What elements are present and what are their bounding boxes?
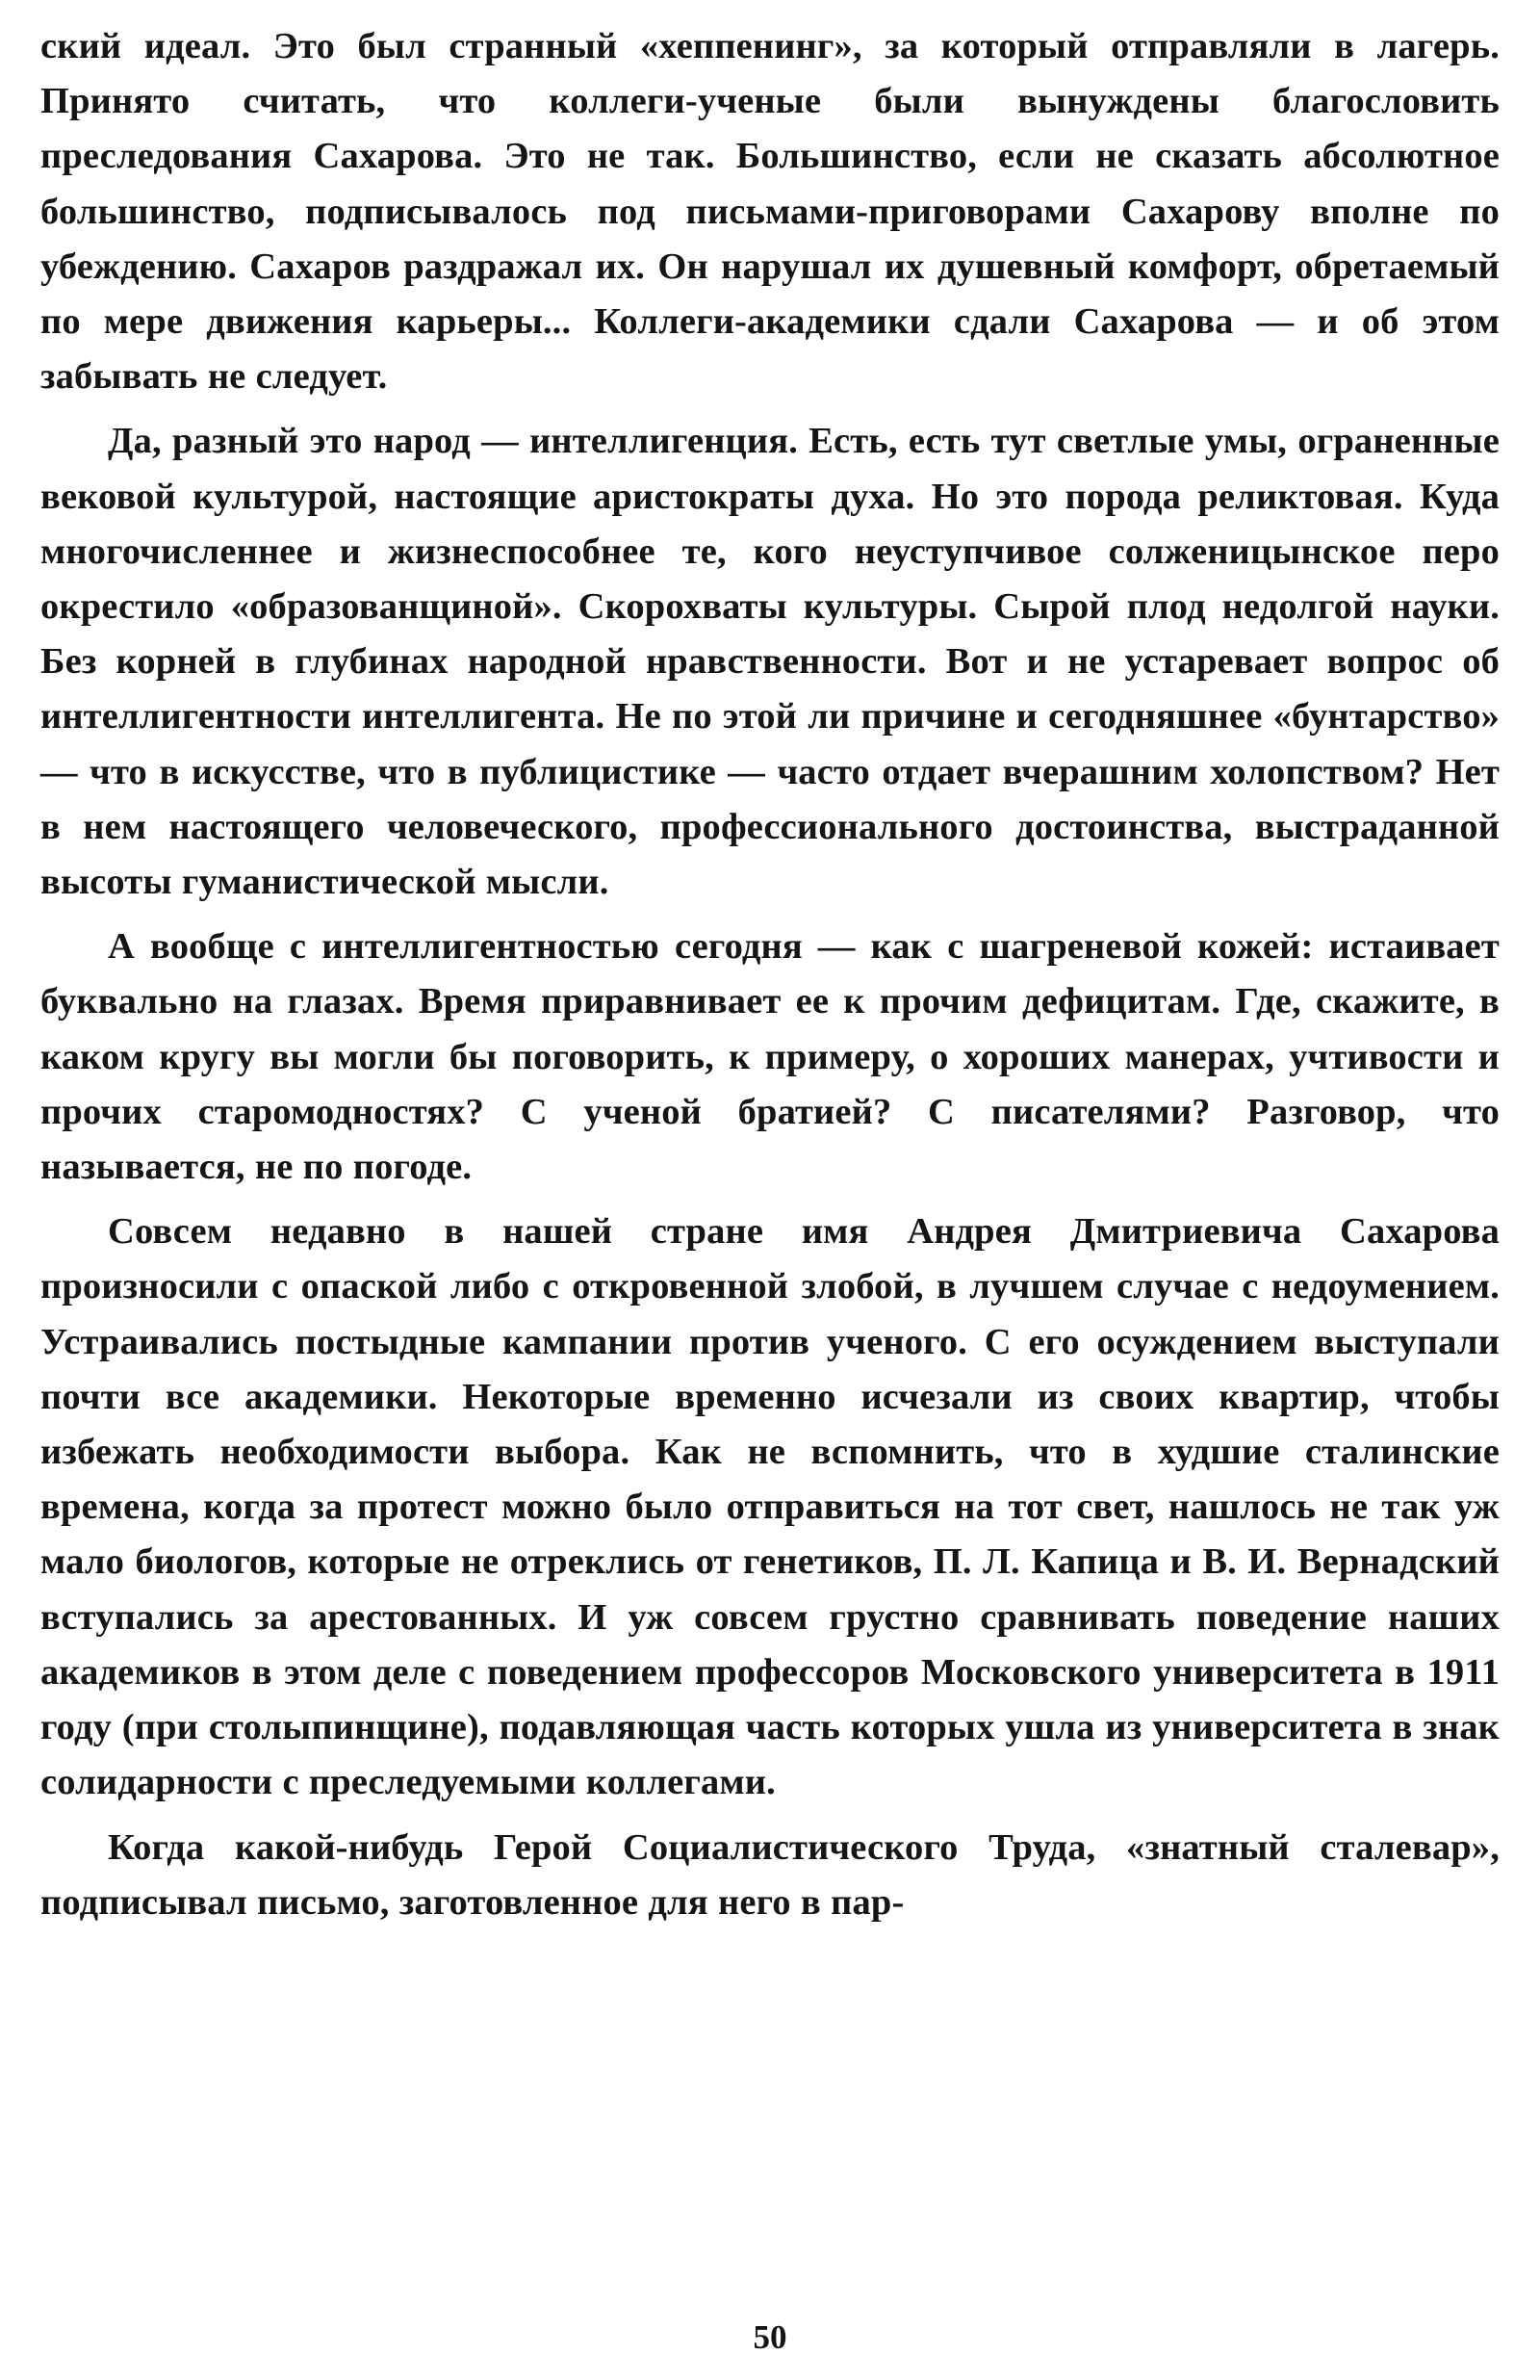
paragraph-5: Когда какой-нибудь Герой Социалистического Труда, «знатный сталевар», подписывал письмо, заготовленное для него в пар- <box>40 1826 1500 1923</box>
paragraph-3: А вообще с интеллигентностью сегодня — как с шагреневой кожей: истаивает буквально на глазах. Время приравнивает ее к прочим дефицитам. Где, скажите, в каком кругу вы могли бы поговорить, к примеру, о хороших манерах, учтивости и прочих старомодностях? С ученой братией? С писателями? Разговор, что называется, не по погоде. <box>40 926 1500 1188</box>
book-page <box>40 19 1500 2361</box>
body-text <box>40 19 1500 1940</box>
paragraph-1: ский идеал. Это был странный «хеппенинг», за который отправляли в лагерь. Принято считать, что коллеги-ученые были вынуждены благословить преследования Сахарова. Это не так. Большинство, если не сказать абсолютное большинство, подписывалось под письмами-приговорами Сахарову вполне по убеждению. Сахаров раздражал их. Он нарушал их душевный комфорт, обретаемый по мере движения карьеры... Коллеги-академики сдали Сахарова — и об этом забывать не следует. <box>40 26 1500 398</box>
paragraph-2: Да, разный это народ — интеллигенция. Есть, есть тут светлые умы, ограненные вековой культурой, настоящие аристократы духа. Но это порода реликтовая. Куда многочисленнее и жизнеспособнее те, кого неуступчивое солженицынское перо окрестило «образованщиной». Скорохваты культуры. Сырой плод недолгой науки. Без корней в глубинах народной нравственности. Вот и не устаревает вопрос об интеллигентности интеллигента. Не по этой ли причине и сегодняшнее «бунтарство» — что в искусстве, что в публицистике — часто отдает вчерашним холопством? Нет в нем настоящего человеческого, профессионального достоинства, выстраданной высоты гуманистической мысли. <box>40 421 1500 903</box>
paragraph-4: Совсем недавно в нашей стране имя Андрея Дмитриевича Сахарова произносили с опаской либо с откровенной злобой, в лучшем случае с недоумением. Устраивались постыдные кампании против ученого. С его осуждением выступали почти все академики. Некоторые временно исчезали из своих квартир, чтобы избежать необходимости выбора. Как не вспомнить, что в худшие сталинские времена, когда за протест можно было отправиться на тот свет, нашлось не так уж мало биологов, которые не отреклись от генетиков, П. Л. Капица и В. И. Вернадский вступались за арестованных. И уж совсем грустно сравнивать поведение наших академиков в этом деле с поведением профессоров Московского университета в 1911 году (при столыпинщине), подавляющая часть которых ушла из университета в знак солидарности с преследуемыми коллегами. <box>40 1211 1500 1803</box>
page-number: 50 <box>753 2318 787 2356</box>
